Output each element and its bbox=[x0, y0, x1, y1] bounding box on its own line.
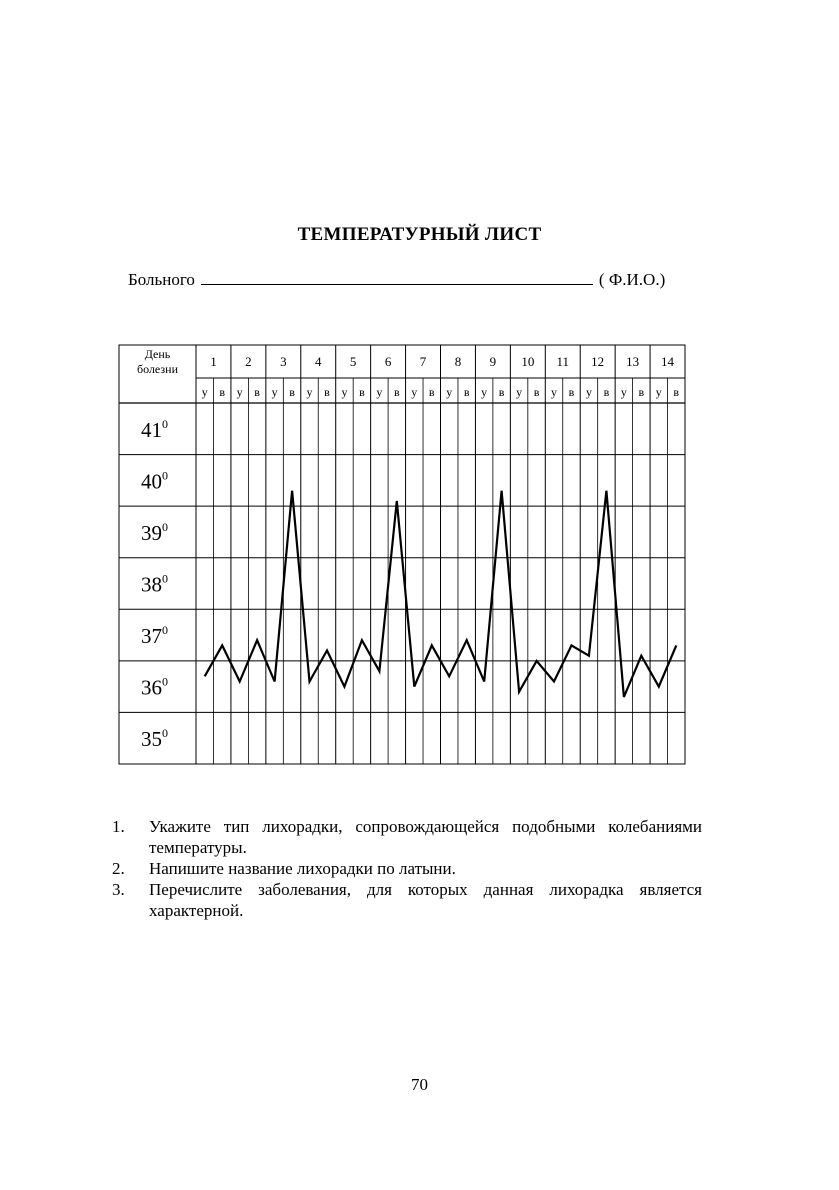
slot-label: в bbox=[638, 385, 645, 399]
slot-label: в bbox=[533, 385, 540, 399]
day-number: 13 bbox=[626, 354, 640, 369]
slot-label: у bbox=[481, 385, 488, 399]
slot-label: у bbox=[551, 385, 558, 399]
slot-label: в bbox=[359, 385, 365, 399]
question-text: Перечислите заболевания, для которых данная лихорадка является характерной. bbox=[149, 880, 702, 920]
day-number: 10 bbox=[521, 354, 535, 369]
slot-label: у bbox=[376, 385, 383, 399]
temperature-label: $39^0$ bbox=[141, 519, 168, 545]
slot-label: у bbox=[655, 385, 662, 399]
slot-label: у bbox=[236, 385, 243, 399]
slot-label: в bbox=[498, 385, 505, 399]
slot-label: у bbox=[411, 385, 418, 399]
day-number: 14 bbox=[661, 354, 675, 369]
question-text: Укажите тип лихорадки, сопровождающейся подобными колебаниями температуры. bbox=[149, 817, 702, 857]
slot-label: у bbox=[620, 385, 627, 399]
temperature-label: $41^0$ bbox=[141, 416, 168, 442]
temperature-label: $37^0$ bbox=[141, 623, 168, 649]
day-number: 5 bbox=[349, 354, 357, 369]
temperature-label: $35^0$ bbox=[141, 726, 168, 752]
slot-label: у bbox=[341, 385, 348, 399]
day-number: 3 bbox=[280, 354, 287, 369]
slot-label: у bbox=[306, 385, 313, 399]
slot-label: у bbox=[446, 385, 453, 399]
day-number: 1 bbox=[210, 354, 217, 369]
slot-label: у bbox=[201, 385, 208, 399]
day-number: 8 bbox=[454, 354, 462, 369]
slot-label: у bbox=[585, 385, 592, 399]
day-number: 2 bbox=[245, 354, 252, 369]
slot-label: у bbox=[516, 385, 523, 399]
question-number: 3. bbox=[112, 880, 125, 899]
day-number: 4 bbox=[315, 354, 322, 369]
question-list bbox=[112, 816, 702, 921]
question-number: 1. bbox=[112, 817, 125, 836]
temperature-label: $36^0$ bbox=[141, 674, 168, 700]
question-item bbox=[112, 816, 702, 858]
slot-label: в bbox=[568, 385, 575, 399]
page-title: ТЕМПЕРАТУРНЫЙ ЛИСТ bbox=[297, 224, 542, 245]
patient-suffix: ( Ф.И.О.) bbox=[598, 270, 666, 289]
slot-label: у bbox=[271, 385, 278, 399]
question-item bbox=[112, 879, 702, 921]
day-number: 12 bbox=[591, 354, 605, 369]
temperature-label: $40^0$ bbox=[141, 468, 168, 494]
slot-label: в bbox=[428, 385, 435, 399]
slot-label: в bbox=[603, 385, 610, 399]
page-number: 70 bbox=[411, 1075, 428, 1094]
slot-label: в bbox=[324, 385, 330, 399]
day-number: 11 bbox=[556, 354, 570, 369]
day-number: 6 bbox=[384, 354, 392, 369]
question-item bbox=[112, 858, 702, 879]
slot-label: в bbox=[254, 385, 260, 399]
corner-label-illness: болезни bbox=[137, 362, 178, 376]
patient-label: Больного bbox=[128, 270, 195, 289]
slot-label: в bbox=[289, 385, 295, 399]
corner-label-day: День bbox=[144, 347, 171, 361]
day-number: 9 bbox=[489, 354, 497, 369]
temperature-label: $38^0$ bbox=[141, 571, 168, 597]
slot-label: в bbox=[394, 385, 400, 399]
day-number: 7 bbox=[419, 354, 427, 369]
slot-label: в bbox=[463, 385, 470, 399]
slot-label: в bbox=[673, 385, 680, 399]
question-text: Напишите название лихорадки по латыни. bbox=[149, 859, 456, 878]
slot-label: в bbox=[219, 385, 226, 399]
question-number: 2. bbox=[112, 859, 125, 878]
